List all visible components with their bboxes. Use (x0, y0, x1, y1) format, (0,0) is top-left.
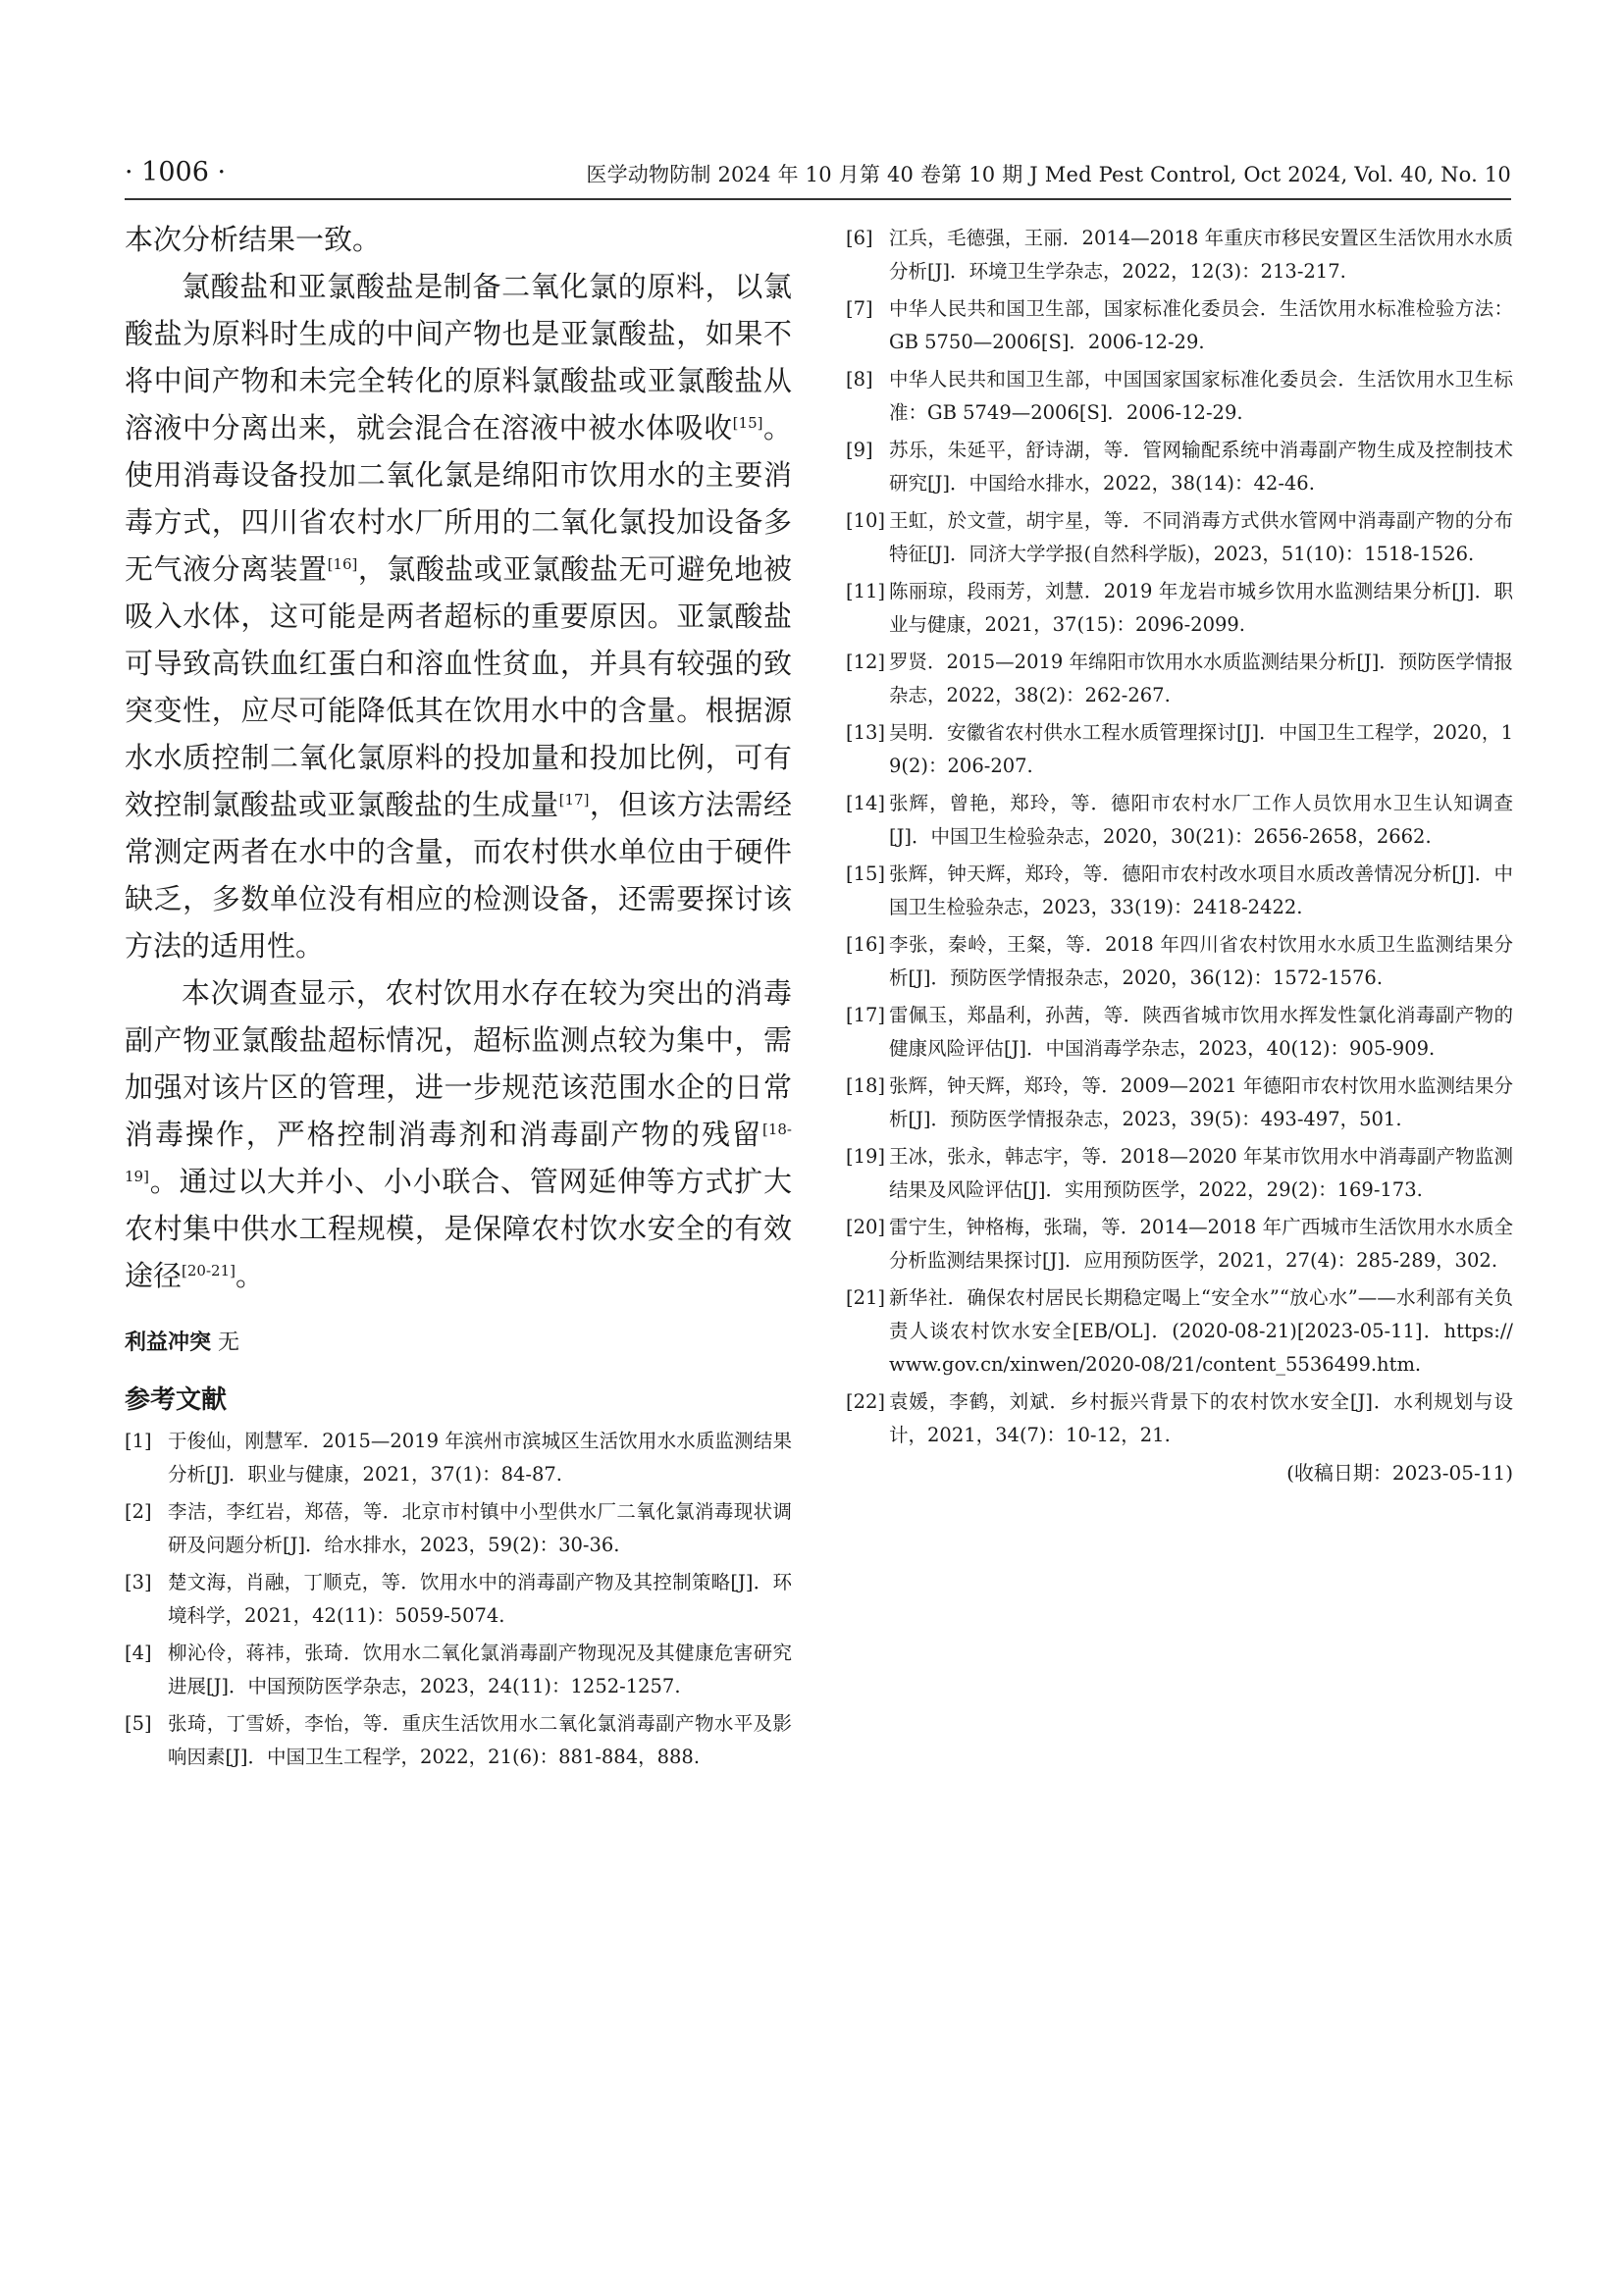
reference-item (125, 1495, 792, 1562)
reference-text: 中华人民共和国卫生部，国家标准化委员会．生活饮用水标准检验方法：GB 5750—2006[S]．2006-12-29. (889, 297, 1513, 353)
reference-number: [4] (125, 1642, 152, 1664)
reference-item (846, 858, 1513, 924)
reference-text: 张辉，钟天辉，郑玲，等．2009—2021 年德阳市农村饮用水监测结果分析[J]．预防医学情报杂志，2023，39(5)：493-497，501. (889, 1074, 1513, 1130)
reference-number: [12] (846, 651, 886, 673)
reference-item (846, 363, 1513, 430)
paragraph-2-text-c: ，氯酸盐或亚氯酸盐无可避免地被吸入水体，这可能是两者超标的重要原因。亚氯酸盐可导致高铁血红蛋白和溶血性贫血，并具有较强的致突变性，应尽可能降低其在饮用水中的含量。根据源水水质控制二氧化氯原料的投加量和投加比例，可有效控制氯酸盐或亚氯酸盐的生成量 (125, 552, 792, 821)
reference-item (125, 1707, 792, 1774)
reference-number: [9] (846, 439, 873, 461)
reference-text: 李洁，李红岩，郑蓓，等．北京市村镇中小型供水厂二氧化氯消毒现状调研及问题分析[J]．给水排水，2023，59(2)：30-36. (168, 1500, 792, 1556)
citation-18-19[interactable]: [18-19] (125, 1121, 792, 1185)
reference-item (846, 434, 1513, 500)
reference-number: [17] (846, 1004, 886, 1026)
reference-text: 雷佩玉，郑晶利，孙茜，等．陕西省城市饮用水挥发性氯化消毒副产物的健康风险评估[J]．中国消毒学杂志，2023，40(12)：905-909. (889, 1004, 1513, 1060)
reference-item (846, 1385, 1513, 1452)
reference-text: 张辉，曾艳，郑玲，等．德阳市农村水厂工作人员饮用水卫生认知调查[J]．中国卫生检验杂志，2020，30(21)：2656-2658，2662. (889, 792, 1513, 848)
reference-number: [7] (846, 297, 873, 320)
paragraph-2-text-d: ，但该方法需经常测定两者在水中的含量，而农村供水单位由于硬件缺乏，多数单位没有相应的检测设备，还需要探讨该方法的适用性。 (125, 788, 792, 963)
reference-number: [3] (125, 1571, 152, 1593)
reference-item (846, 646, 1513, 712)
reference-text: 王冰，张永，韩志宇，等．2018—2020 年某市饮用水中消毒副产物监测结果及风险评估[J]．实用预防医学，2022，29(2)：169-173. (889, 1145, 1513, 1201)
reference-number: [19] (846, 1145, 886, 1168)
reference-text: 罗贤．2015—2019 年绵阳市饮用水水质监测结果分析[J]．预防医学情报杂志，2022，38(2)：262-267. (889, 651, 1513, 706)
reference-number: [1] (125, 1430, 152, 1452)
paragraph-3 (125, 969, 792, 1299)
reference-text: 雷宁生，钟格梅，张瑞，等．2014—2018 年广西城市生活饮用水水质全分析监测结果探讨[J]．应用预防医学，2021，27(4)：285-289，302. (889, 1216, 1513, 1272)
reference-number: [18] (846, 1074, 886, 1097)
right-column (846, 222, 1513, 1489)
reference-text: 吴明．安徽省农村供水工程水质管理探讨[J]．中国卫生工程学，2020，19(2)：206-207. (889, 721, 1513, 777)
reference-item (125, 1566, 792, 1633)
reference-text: 苏乐，朱延平，舒诗湖，等．管网输配系统中消毒副产物生成及控制技术研究[J]．中国给水排水，2022，38(14)：42-46. (889, 439, 1513, 495)
reference-text: 陈丽琼，段雨芳，刘慧．2019 年龙岩市城乡饮用水监测结果分析[J]．职业与健康，2021，37(15)：2096-2099. (889, 580, 1513, 636)
reference-item (846, 716, 1513, 783)
header-divider (125, 198, 1511, 200)
citation-15[interactable]: [15] (732, 414, 763, 432)
reference-number: [14] (846, 792, 886, 814)
reference-text: 张辉，钟天辉，郑玲，等．德阳市农村改水项目水质改善情况分析[J]．中国卫生检验杂志，2023，33(19)：2418-2422. (889, 862, 1513, 918)
reference-number: [20] (846, 1216, 886, 1238)
reference-text: 于俊仙，刚慧军．2015—2019 年滨州市滨城区生活饮用水水质监测结果分析[J]．职业与健康，2021，37(1)：84-87. (168, 1430, 792, 1486)
reference-item (846, 787, 1513, 854)
reference-number: [8] (846, 368, 873, 391)
reference-list-left (125, 1425, 792, 1774)
reference-item (125, 1425, 792, 1491)
reference-number: [15] (846, 862, 886, 885)
reference-number: [13] (846, 721, 886, 744)
paragraph-2-text-a: 氯酸盐和亚氯酸盐是制备二氧化氯的原料，以氯酸盐为原料时生成的中间产物也是亚氯酸盐，如果不将中间产物和未完全转化的原料氯酸盐或亚氯酸盐从溶液中分离出来，就会混合在溶液中被水体吸收 (125, 270, 792, 444)
received-date: (收稿日期：2023-05-11) (1286, 1461, 1513, 1485)
journal-info: 医学动物防制 2024 年 10 月第 40 卷第 10 期 J Med Pest Control, Oct 2024, Vol. 40, No. 10 (586, 163, 1511, 186)
reference-number: [16] (846, 933, 886, 956)
reference-item (846, 999, 1513, 1066)
paragraph-3-text-c: 。 (235, 1259, 264, 1292)
reference-item (846, 1140, 1513, 1207)
reference-text: 楚文海，肖融，丁顺克，等．饮用水中的消毒副产物及其控制策略[J]．环境科学，2021，42(11)：5059-5074. (168, 1571, 792, 1627)
reference-text: 江兵，毛德强，王丽．2014—2018 年重庆市移民安置区生活饮用水水质分析[J]．环境卫生学杂志，2022，12(3)：213-217. (889, 227, 1513, 283)
reference-item (846, 222, 1513, 288)
reference-list-right (846, 222, 1513, 1452)
reference-item (846, 1281, 1513, 1382)
reference-text: 中华人民共和国卫生部，中国国家国家标准化委员会．生活饮用水卫生标准：GB 5749—2006[S]．2006-12-29. (889, 368, 1513, 424)
paragraph-1 (125, 216, 792, 263)
reference-text: 袁媛，李鹤，刘斌．乡村振兴背景下的农村饮水安全[J]．水利规划与设计，2021，34(7)：10-12，21. (889, 1390, 1513, 1446)
conflict-label: 利益冲突 (125, 1331, 212, 1355)
citation-20-21[interactable]: [20-21] (182, 1262, 236, 1279)
reference-number: [11] (846, 580, 886, 602)
page-header (125, 157, 1511, 196)
reference-number: [22] (846, 1390, 886, 1413)
citation-17[interactable]: [17] (558, 791, 590, 809)
reference-number: [2] (125, 1500, 152, 1523)
reference-item (846, 504, 1513, 571)
paragraph-2 (125, 263, 792, 969)
paragraph-3-text-a: 本次调查显示，农村饮用水存在较为突出的消毒副产物亚氯酸盐超标情况，超标监测点较为集中，需加强对该片区的管理，进一步规范该范围水企的日常消毒操作，严格控制消毒剂和消毒副产物的残留 (125, 976, 792, 1151)
paragraph-1-text: 本次分析结果一致。 (125, 223, 382, 256)
reference-item (846, 575, 1513, 642)
reference-item (846, 928, 1513, 995)
conflict-text: 无 (218, 1331, 240, 1355)
left-column (125, 216, 792, 1778)
reference-text: 柳沁伶，蒋祎，张琦．饮用水二氧化氯消毒副产物现况及其健康危害研究进展[J]．中国预防医学杂志，2023，24(11)：1252-1257. (168, 1642, 792, 1697)
references-heading: 参考文献 (125, 1385, 228, 1415)
reference-text: 李张，秦岭，王粲，等．2018 年四川省农村饮用水水质卫生监测结果分析[J]．预防医学情报杂志，2020，36(12)：1572-1576. (889, 933, 1513, 989)
reference-item (125, 1637, 792, 1703)
reference-text: 张琦，丁雪娇，李怡，等．重庆生活饮用水二氧化氯消毒副产物水平及影响因素[J]．中国卫生工程学，2022，21(6)：881-884，888. (168, 1712, 792, 1768)
page-number: · 1006 · (125, 157, 227, 187)
reference-text: 新华社．确保农村居民长期稳定喝上“安全水”“放心水”——水利部有关负责人谈农村饮水安全[EB/OL]．(2020-08-21)[2023-05-11]．https://www.gov.cn/xinwen/2020-08/21/content_5536499.htm. (889, 1286, 1513, 1376)
conflict-of-interest (125, 1327, 792, 1360)
reference-item (846, 1211, 1513, 1278)
paragraph-2-text-b: 。使用消毒设备投加二氧化氯是绵阳市饮用水的主要消毒方式，四川省农村水厂所用的二氧化氯投加设备多无气液分离装置 (125, 411, 792, 586)
reference-number: [6] (846, 227, 873, 249)
reference-text: 王虹，於文萱，胡宇星，等．不同消毒方式供水管网中消毒副产物的分布特征[J]．同济大学学报(自然科学版)，2023，51(10)：1518-1526. (889, 509, 1513, 565)
reference-number: [5] (125, 1712, 152, 1735)
citation-16[interactable]: [16] (327, 555, 358, 573)
paragraph-3-text-b: 。通过以大并小、小小联合、管网延伸等方式扩大农村集中供水工程规模，是保障农村饮水安全的有效途径 (125, 1165, 792, 1292)
reference-number: [10] (846, 509, 886, 532)
reference-item (846, 1070, 1513, 1136)
reference-number: [21] (846, 1286, 886, 1309)
reference-item (846, 292, 1513, 359)
